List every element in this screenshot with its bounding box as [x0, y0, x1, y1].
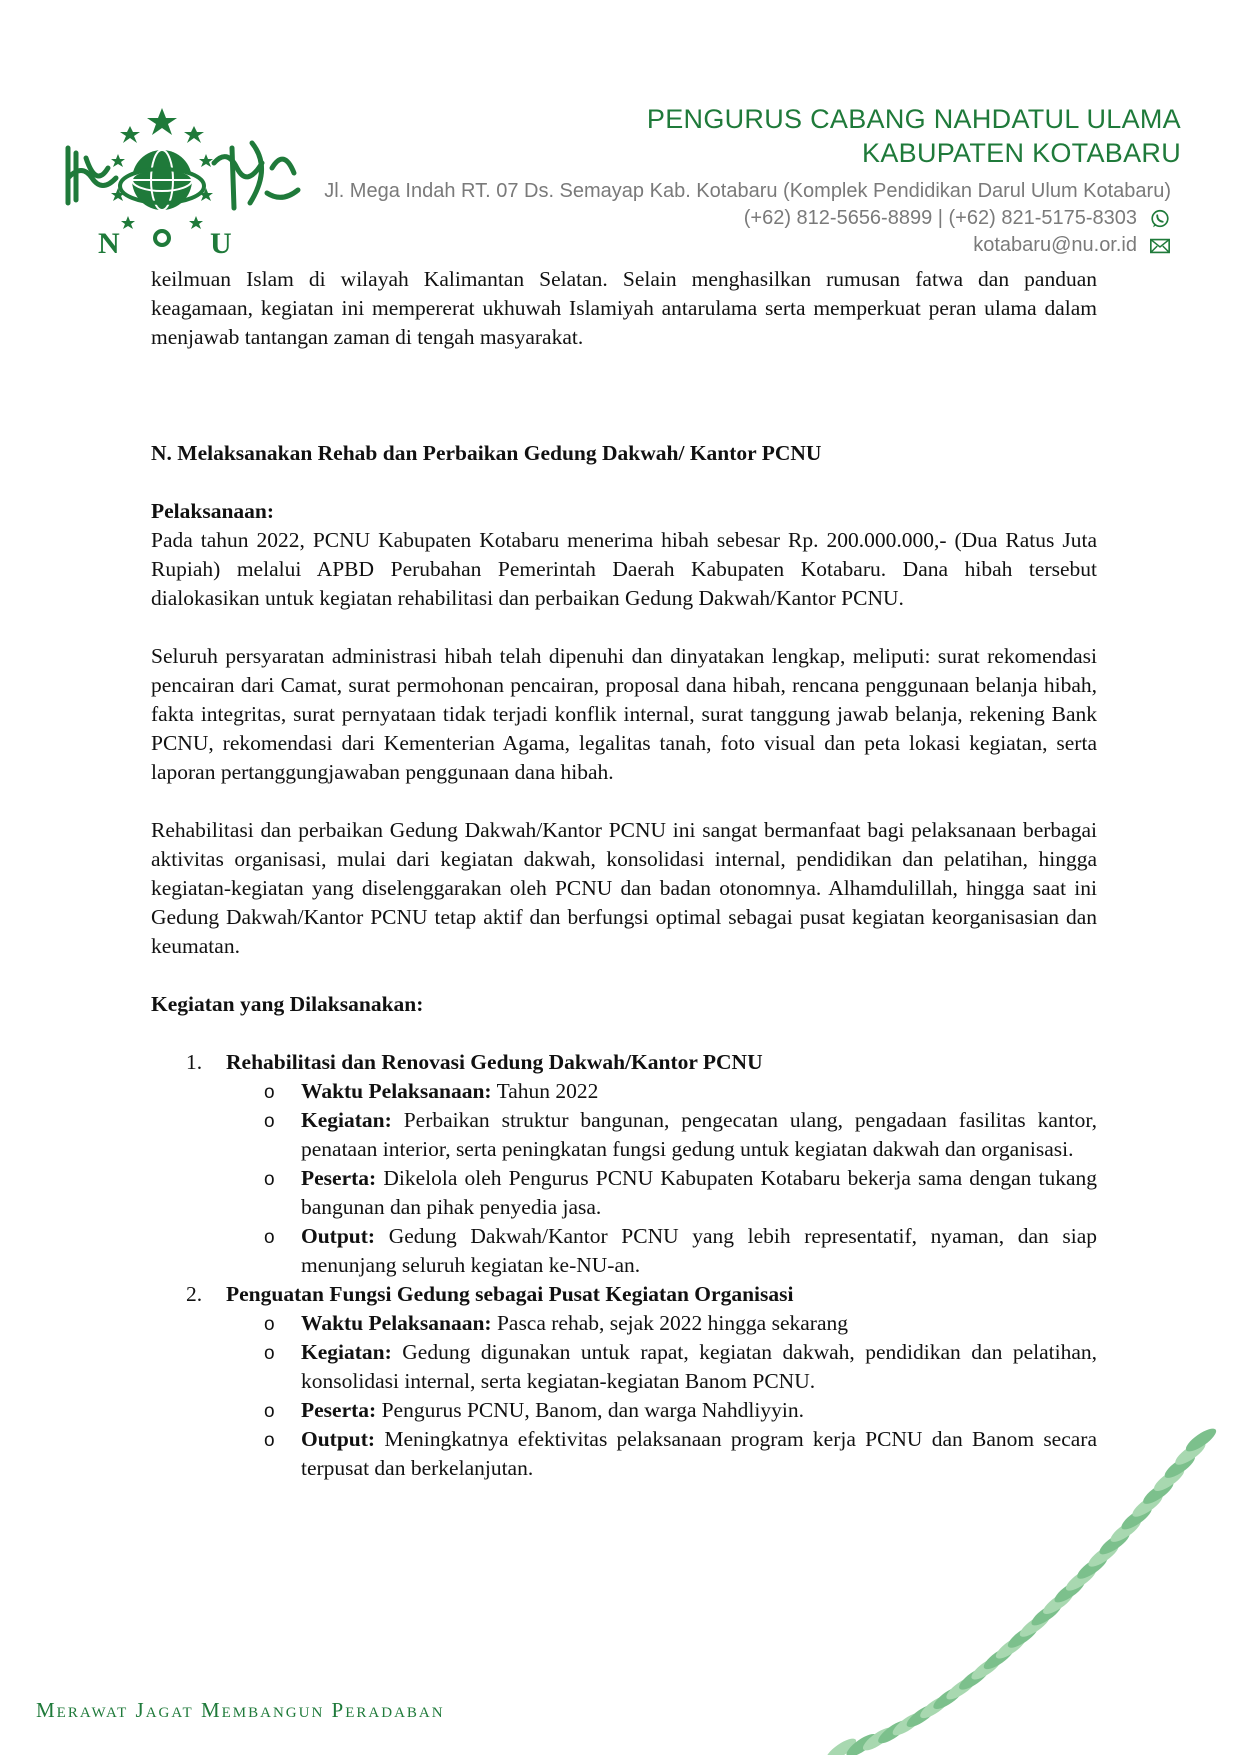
logo-star: [147, 108, 177, 135]
detail-item: [226, 1077, 1097, 1106]
envelope-icon: [1149, 235, 1171, 257]
detail-text: Gedung digunakan untuk rapat, kegiatan dakwah, pendidikan dan pelatihan, konsolidasi internal, serta kegiatan-kegiatan Banom PCNU.: [301, 1340, 1097, 1393]
detail-label: Waktu Pelaksanaan:: [301, 1079, 492, 1103]
paragraph-persyaratan: Seluruh persyaratan administrasi hibah telah dipenuhi dan dinyatakan lengkap, meliputi: surat rekomendasi pencairan dari Camat, surat permohonan pencairan, proposal dana hibah, rencana penggunaan belanja hibah, fakta integritas, surat pernyataan tidak terjadi konflik internal, surat tanggung jawab belanja, rekening Bank PCNU, rekomendasi dari Kementerian Agama, legalitas tanah, foto visual dan peta lokasi kegiatan, serta laporan pertanggungjawaban penggunaan dana hibah.: [151, 644, 1097, 784]
detail-text: Gedung Dakwah/Kantor PCNU yang lebih representatif, nyaman, dan siap menunjang seluruh kegiatan ke-NU-an.: [301, 1224, 1097, 1277]
logo-letter-n: N: [98, 227, 120, 258]
logo-star: [189, 216, 203, 229]
address-line: [324, 178, 1171, 205]
bullet-icon: o: [264, 1227, 275, 1248]
section-title: N. Melaksanakan Rehab dan Perbaikan Gedung Dakwah/ Kantor PCNU: [151, 441, 822, 465]
detail-label: Peserta:: [301, 1398, 377, 1422]
logo-star: [111, 154, 125, 167]
whatsapp-icon: [1149, 208, 1171, 230]
paragraph-manfaat: Rehabilitasi dan perbaikan Gedung Dakwah/Kantor PCNU ini sangat bermanfaat bagi pelaksanaan berbagai aktivitas organisasi, mulai dari kegiatan dakwah, konsolidasi internal, pendidikan dan pelatihan, hingga kegiatan-kegiatan yang diselenggarakan oleh PCNU dan badan otonomnya. Alhamdulillah, hingga saat ini Gedung Dakwah/Kantor PCNU tetap aktif dan berfungsi optimal sebagai pusat kegiatan keorganisasian dan keumatan.: [151, 818, 1097, 958]
org-name-line2: KABUPATEN KOTABARU: [862, 138, 1181, 168]
paragraph-hibah: Pada tahun 2022, PCNU Kabupaten Kotabaru menerima hibah sebesar Rp. 200.000.000,- (Dua Ratus Juta Rupiah) melalui APBD Perubahan Pemerintah Daerah Kabupaten Kotabaru. Dana hibah tersebut dialokasikan untuk kegiatan rehabilitasi dan perbaikan Gedung Dakwah/Kantor PCNU.: [151, 528, 1097, 610]
activity-number: 2.: [186, 1282, 203, 1306]
activity-number: 1.: [186, 1050, 203, 1074]
activity-details: [226, 1077, 1097, 1280]
kegiatan-heading: Kegiatan yang Dilaksanakan:: [151, 992, 424, 1016]
detail-text: Perbaikan struktur bangunan, pengecatan ulang, pengadaan fasilitas kantor, penataan interior, serta peningkatan fungsi gedung untuk kegiatan dakwah dan organisasi.: [301, 1108, 1098, 1161]
email-line: [324, 232, 1171, 259]
bullet-icon: o: [264, 1111, 275, 1132]
logo-star: [120, 126, 140, 143]
address-text: Jl. Mega Indah RT. 07 Ds. Semayap Kab. Kotabaru (Komplek Pendidikan Darul Ulum Kotabaru): [324, 180, 1171, 202]
organization-title: [647, 102, 1181, 170]
email-text[interactable]: kotabaru@nu.or.id: [973, 234, 1137, 256]
pelaksanaan-heading: Pelaksanaan:: [151, 499, 275, 523]
detail-label: Kegiatan:: [301, 1108, 392, 1132]
phone-line: [324, 205, 1171, 232]
activity-item: [151, 1048, 1097, 1280]
detail-text: Meningkatnya efektivitas pelaksanaan program kerja PCNU dan Banom secara terpusat dan berkelanjutan.: [301, 1427, 1098, 1480]
logo-star: [121, 216, 135, 229]
bullet-icon: o: [264, 1082, 275, 1103]
detail-label: Peserta:: [301, 1166, 377, 1190]
detail-label: Waktu Pelaksanaan:: [301, 1311, 492, 1335]
detail-text: Dikelola oleh Pengurus PCNU Kabupaten Kotabaru bekerja sama dengan tukang bangunan dan pihak penyedia jasa.: [301, 1166, 1097, 1219]
detail-label: Output:: [301, 1224, 376, 1248]
bullet-icon: o: [264, 1343, 275, 1364]
activity-title: Penguatan Fungsi Gedung sebagai Pusat Kegiatan Organisasi: [226, 1282, 794, 1306]
detail-label: Kegiatan:: [301, 1340, 392, 1364]
logo-star: [184, 126, 204, 143]
logo-star: [199, 154, 213, 167]
logo-letter-u: U: [210, 227, 232, 258]
detail-text: Pasca rehab, sejak 2022 hingga sekarang: [496, 1311, 848, 1335]
bullet-icon: o: [264, 1401, 275, 1422]
detail-item: [226, 1164, 1097, 1222]
activity-title: Rehabilitasi dan Renovasi Gedung Dakwah/Kantor PCNU: [226, 1050, 763, 1074]
detail-item: [226, 1222, 1097, 1280]
intro-paragraph: keilmuan Islam di wilayah Kalimantan Selatan. Selain menghasilkan rumusan fatwa dan panduan keagamaan, kegiatan ini mempererat ukhuwah Islamiyah antarulama serta memperkuat peran ulama dalam menjawab tantangan zaman di tengah masyarakat.: [151, 267, 1097, 349]
rope-decoration: [801, 1415, 1241, 1755]
detail-label: Output:: [301, 1427, 376, 1451]
detail-text: Pengurus PCNU, Banom, dan warga Nahdliyyin.: [381, 1398, 804, 1422]
detail-item: [226, 1106, 1097, 1164]
bullet-icon: o: [264, 1430, 275, 1451]
contact-block: [324, 178, 1171, 259]
phone-text: (+62) 812-5656-8899 | (+62) 821-5175-8303: [743, 207, 1137, 229]
document-body: [151, 265, 1097, 1483]
org-name-line1: PENGURUS CABANG NAHDATUL ULAMA: [646, 104, 1181, 134]
bullet-icon: o: [264, 1169, 275, 1190]
bullet-icon: o: [264, 1314, 275, 1335]
nu-logo: [62, 108, 322, 258]
detail-item: [226, 1309, 1097, 1338]
detail-text: Tahun 2022: [496, 1079, 599, 1103]
footer-motto: Merawat Jagat Membangun Peradaban: [36, 1698, 445, 1722]
detail-item: [226, 1338, 1097, 1396]
